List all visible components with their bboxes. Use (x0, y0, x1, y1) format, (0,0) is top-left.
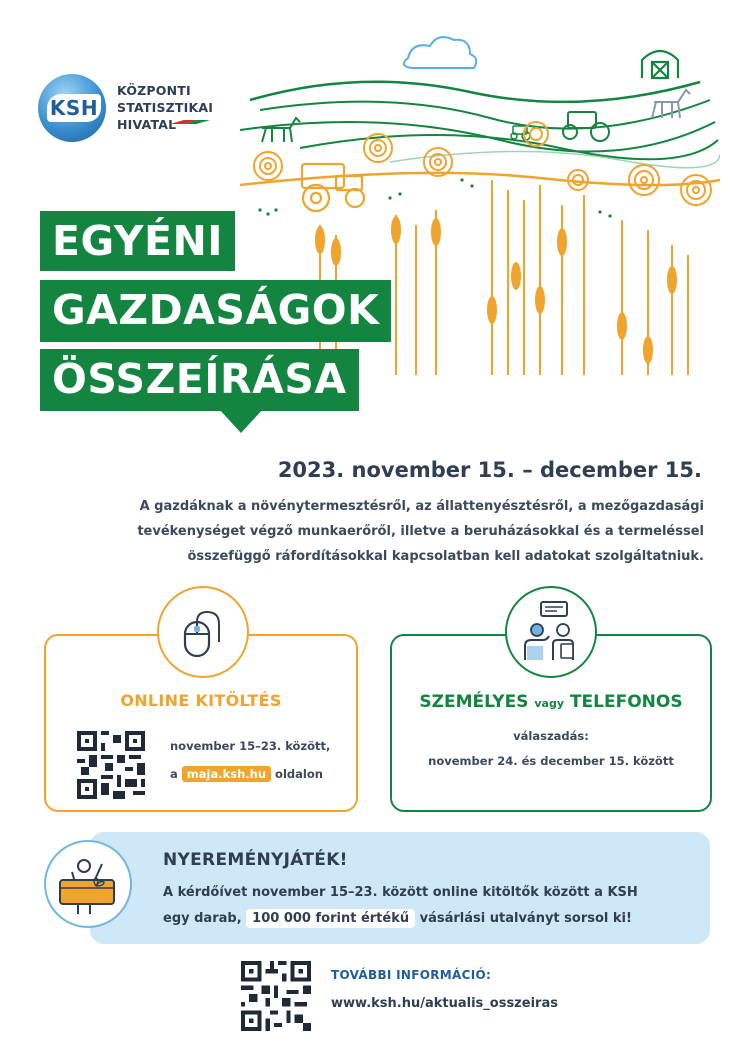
survey-date: 2023. november 15. – december 15. (277, 458, 702, 482)
mouse-icon-circle (157, 586, 249, 678)
qr-code-info-icon (241, 961, 311, 1031)
prize-title: NYEREMÉNYJÁTÉK! (163, 850, 348, 870)
personal-title: SZEMÉLYES vagy TELEFONOS (419, 692, 683, 712)
online-text: november 15–23. között, a maja.ksh.hu oldalon (170, 739, 331, 781)
title-pointer (219, 409, 263, 433)
more-info-link[interactable]: www.ksh.hu/aktualis_osszeiras (331, 996, 558, 1011)
mouse-icon (159, 588, 247, 676)
title-line-1: EGYÉNI (40, 211, 235, 271)
prize-amount: 100 000 forint értékű (246, 909, 415, 928)
voucher-icon (46, 842, 130, 926)
online-title: ONLINE KITÖLTÉS (120, 691, 282, 710)
qr-code-online-icon (77, 731, 145, 799)
voucher-icon-circle (44, 840, 132, 928)
flag-stripe-icon (170, 120, 210, 124)
more-info-title: TOVÁBBI INFORMÁCIÓ: (331, 968, 492, 982)
ksh-logo-abbr: KSH (47, 94, 101, 122)
title-line-3: ÖSSZEÍRÁSA (40, 349, 359, 411)
meeting-icon-circle (505, 586, 597, 678)
personal-subtitle: válaszadás: november 24. és december 15. között (428, 729, 674, 768)
ksh-logo-text: KÖZPONTI STATISZTIKAI HIVATAL (117, 83, 214, 132)
title-line-2: GAZDASÁGOK (40, 280, 391, 342)
meeting-icon (507, 588, 595, 676)
description: A gazdáknak a növénytermesztésről, az állattenyésztésről, a mezőgazdasági tevékenységet végző munkaerőről, illetve a beruházásokkal és a termeléssel összefüggő ráfordításokkal kapcsolatban kell adatokat szolgáltatniuk. (137, 499, 704, 564)
prize-text: A kérdőívet november 15–23. között online kitöltők között a KSH egy darab, 100 000 forint értékű vásárlási utalványt sorsol ki! (163, 885, 638, 926)
maja-link[interactable]: maja.ksh.hu (182, 766, 271, 782)
